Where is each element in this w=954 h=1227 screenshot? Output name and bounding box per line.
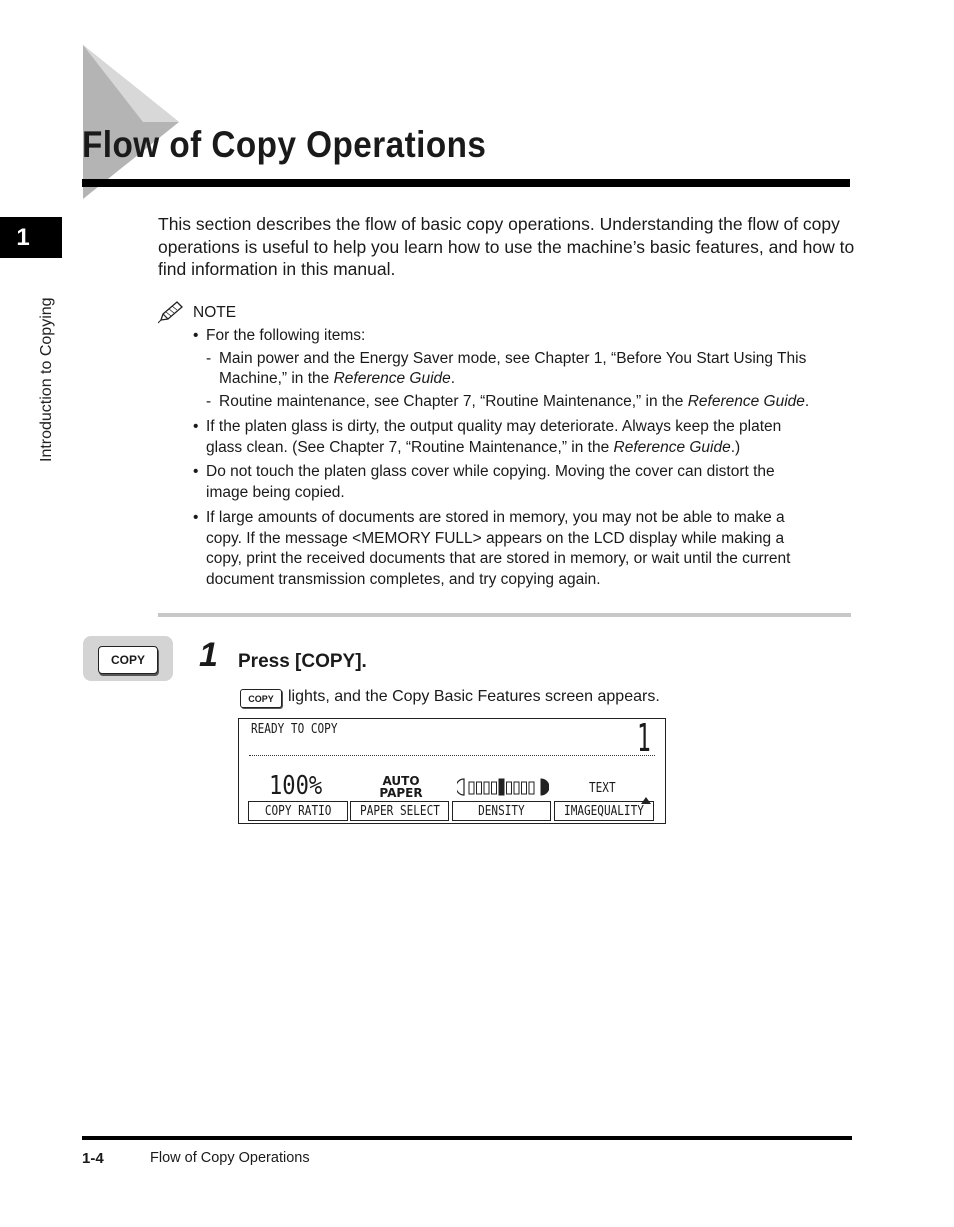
lcd-button-label: COPY RATIO xyxy=(264,803,332,819)
lcd-button-label: IMAGEQUALITY xyxy=(564,803,644,819)
footer-rule xyxy=(82,1136,852,1140)
lcd-density-indicator xyxy=(457,778,549,796)
step-number: 1 xyxy=(199,636,218,674)
chapter-side-label: Introduction to Copying xyxy=(38,297,55,462)
lcd-image-quality-button[interactable] xyxy=(554,801,654,821)
lcd-paper-line1: AUTO xyxy=(382,774,420,788)
note-subitem-text xyxy=(219,392,809,413)
chapter-tab xyxy=(0,217,62,258)
note-bullet-text-cont: document transmission completes, and try copying again. xyxy=(206,570,601,588)
note-label: NOTE xyxy=(193,304,237,321)
copy-key-inline-icon: COPY xyxy=(240,689,282,708)
scroll-up-arrow-icon xyxy=(641,797,651,805)
note-subitem-text: Main power and the Energy Saver mode, see Chapter 1, “Before You Start Using This xyxy=(219,350,807,367)
pencil-note-icon xyxy=(158,300,186,324)
text-run: Machine,” in the xyxy=(219,370,334,387)
reference-guide-title: Reference Guide xyxy=(613,439,731,456)
step-title: Press [COPY]. xyxy=(238,651,367,672)
copy-key-illustration: COPY xyxy=(98,646,158,674)
chapter-number: 1 xyxy=(16,223,30,251)
note-bullet-text-cont xyxy=(206,438,740,459)
lcd-status-text: READY TO COPY xyxy=(251,722,338,737)
lcd-paper-select-button[interactable] xyxy=(350,801,449,821)
note-bullet-text-cont: copy, print the received documents that are stored in memory, or wait until the current xyxy=(206,550,791,567)
density-cell xyxy=(469,782,474,794)
note-bullet-text: For the following items: xyxy=(206,327,366,344)
lcd-copy-ratio-button[interactable] xyxy=(248,801,348,821)
density-cell xyxy=(477,782,482,794)
density-cell xyxy=(522,782,527,794)
page-title: Flow of Copy Operations xyxy=(82,124,487,165)
note-bullet-text-cont: copy. If the message <MEMORY FULL> appears on the LCD display while making a xyxy=(206,529,785,547)
reference-guide-title: Reference Guide xyxy=(333,370,451,387)
footer-section-title: Flow of Copy Operations xyxy=(150,1150,310,1166)
density-cell xyxy=(507,782,512,794)
lcd-divider xyxy=(249,755,655,756)
density-cell xyxy=(514,782,519,794)
text-run: .) xyxy=(730,439,741,456)
note-bullet-text: If the platen glass is dirty, the output quality may deteriorate. Always keep the platen xyxy=(206,418,782,435)
step-description: lights, and the Copy Basic Features screen appears. xyxy=(288,688,660,705)
density-cell xyxy=(484,782,489,794)
title-rule xyxy=(82,179,850,187)
page-number: 1-4 xyxy=(82,1150,104,1167)
lcd-copy-count: 1 xyxy=(637,716,651,760)
text-run: . xyxy=(450,370,456,387)
text-run: . xyxy=(804,393,810,410)
note-subitem-text-cont xyxy=(219,369,455,390)
density-cell xyxy=(499,779,504,795)
note-bullet-text: If large amounts of documents are stored in memory, you may not be able to make a xyxy=(206,509,785,526)
lcd-button-label: DENSITY xyxy=(478,803,525,819)
lcd-image-quality-value: TEXT xyxy=(589,781,616,796)
note-bullet-text-cont: image being copied. xyxy=(206,484,345,501)
lcd-paper-value xyxy=(372,775,430,799)
text-run: Routine maintenance, see Chapter 7, “Routine Maintenance,” in the xyxy=(219,393,688,410)
density-cell xyxy=(529,782,534,794)
note-divider xyxy=(158,613,851,617)
lcd-paper-line2: PAPER xyxy=(379,786,423,800)
lcd-density-button[interactable] xyxy=(452,801,551,821)
text-run: glass clean. (See Chapter 7, “Routine Maintenance,” in the xyxy=(206,439,614,456)
note-bullet-text: Do not touch the platen glass cover while copying. Moving the cover can distort the xyxy=(206,463,775,480)
reference-guide-title: Reference Guide xyxy=(687,393,805,410)
lcd-screen xyxy=(238,718,666,824)
lcd-button-label: PAPER SELECT xyxy=(359,803,440,819)
density-cell xyxy=(492,782,497,794)
lcd-copy-ratio-value: 100% xyxy=(269,771,323,801)
intro-paragraph: This section describes the flow of basic copy operations. Understanding the flow of copy operations is useful to help you learn how to use the machine’s basic features, and how to find information in this manual. xyxy=(158,214,855,279)
